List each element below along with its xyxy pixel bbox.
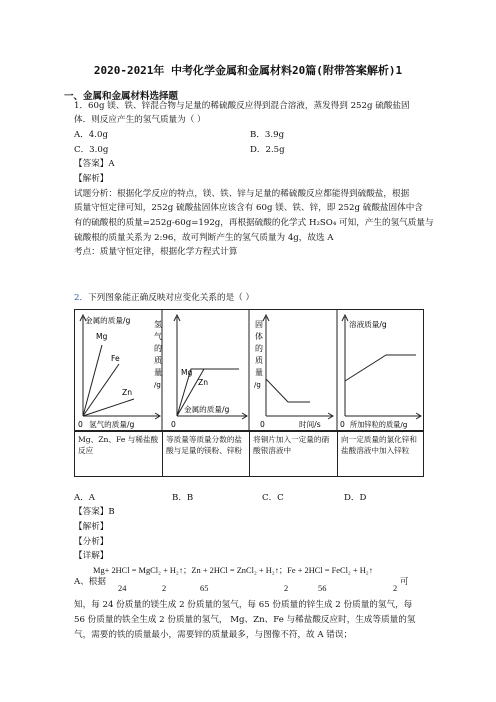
q1-analysis-line4: 硫酸根的质量关系为 2:96，故可判断产生的氢气质量为 4g，故选 A bbox=[74, 233, 334, 243]
graph-b-xlabel: 金属的质量/g bbox=[184, 405, 230, 414]
q2-mass-zn: 65 bbox=[200, 584, 209, 593]
graph-a-line-zn: Zn bbox=[122, 388, 133, 397]
q1-option-b: B．3.9g bbox=[250, 130, 285, 140]
q1-option-d: D．2.5g bbox=[250, 145, 285, 155]
q2-description-table bbox=[74, 431, 424, 477]
graph-c-ylabel-5: 量 bbox=[255, 368, 263, 377]
graph-c-xlabel: 时间/s bbox=[299, 420, 321, 429]
graph-d-xlabel: 所加锌粒的质量/g bbox=[350, 420, 408, 429]
table-cell: 等质量等质量分数的盐酸与足量的镁粉、锌粉 bbox=[163, 432, 250, 477]
q1-stem-line1: 1．60g 镁、铁、锌混合物与足量的稀硫酸反应得到混合溶液，蒸发得到 252g 硫酸盐固 bbox=[74, 101, 410, 111]
graph-a-xlabel: 氢气的质量/g bbox=[89, 420, 135, 429]
graph-b-ylabel-4: 质 bbox=[154, 356, 162, 365]
table-cell: Mg、Zn、Fe 与稀盐酸反应 bbox=[75, 432, 163, 477]
q1-answer: 【答案】A bbox=[74, 159, 115, 169]
q1-analysis-label: 【解析】 bbox=[74, 174, 109, 184]
graph-a-origin: 0 bbox=[78, 420, 83, 429]
q2-option-c: C．C bbox=[262, 493, 284, 503]
graph-c bbox=[254, 315, 333, 429]
q2-mass-h2-3: 2 bbox=[393, 584, 398, 593]
q2-explain-line3: 气，需要的铁的质量最小，需要锌的质量最多，与图像不符，故 A 错误； bbox=[74, 630, 353, 640]
graph-b-ylabel-1: 氢 bbox=[154, 320, 162, 329]
page-title: 2020-2021年 中考化学金属和金属材料20篇(附带答案解析)1 bbox=[93, 64, 403, 77]
graph-d-origin: 0 bbox=[340, 420, 345, 429]
graph-a-line-fe: Fe bbox=[111, 354, 120, 363]
graph-b-ylabel-3: 的 bbox=[154, 344, 162, 353]
graph-b-origin: 0 bbox=[171, 420, 176, 429]
q2-answer: 【答案】B bbox=[74, 507, 115, 517]
q2-option-a: A．A bbox=[74, 493, 96, 503]
graph-b-ylabel-6: /g bbox=[154, 381, 161, 389]
graph-c-ylabel-4: 质 bbox=[255, 356, 263, 365]
graph-c-ylabel-3: 的 bbox=[255, 344, 263, 353]
q2-analysis-label: 【解析】 bbox=[74, 522, 109, 532]
graph-d-ylabel: 溶液质量/g bbox=[349, 320, 387, 329]
graph-c-origin: 0 bbox=[260, 420, 265, 429]
q2-mass-fe: 56 bbox=[318, 584, 327, 593]
q1-analysis-line5: 考点：质量守恒定律，根据化学方程式计算 bbox=[74, 247, 238, 257]
q2-mass-mg: 24 bbox=[118, 584, 127, 593]
table-row bbox=[75, 432, 424, 477]
graph-c-ylabel-6: /g bbox=[254, 381, 261, 389]
q2-option-d: D．D bbox=[344, 493, 367, 503]
q2-mass-h2-1: 2 bbox=[162, 584, 167, 593]
q1-option-a: A．4.0g bbox=[74, 130, 108, 140]
table-cell: 向一定质量的氯化锌和盐酸溶液中加入锌粒 bbox=[338, 432, 424, 477]
graph-a-line-mg: Mg bbox=[96, 332, 108, 341]
q1-analysis-line2: 质量守恒定律可知，252g 硫酸盐固体应该含有 60g 镁、铁、锌，即 252g 硫酸盐固体中含 bbox=[74, 203, 423, 213]
graph-c-ylabel-1: 固 bbox=[255, 320, 263, 329]
q2-explain-line2: 56 份质量的铁全生成 2 份质量的氢气， Mg、Zn、Fe 与稀盐酸反应时，生成等质量的氢 bbox=[74, 615, 416, 625]
graph-b-line-zn: Zn bbox=[198, 378, 209, 387]
q2-mass-h2-2: 2 bbox=[284, 584, 289, 593]
graph-b-ylabel-5: 量 bbox=[154, 368, 162, 377]
graph-d bbox=[340, 315, 421, 429]
q2-eq-prefix: A、根据 bbox=[74, 577, 106, 587]
graph-b-line-mg: Mg bbox=[181, 368, 193, 377]
q2-fenxi-label: 【分析】 bbox=[74, 537, 109, 547]
table-cell: 将铜片加入一定量的硝酸银溶液中 bbox=[250, 432, 338, 477]
graph-b-ylabel-2: 气 bbox=[154, 332, 162, 341]
q2-stem: 2．下列图象能正确反映对应变化关系的是（ ） bbox=[74, 293, 255, 303]
q1-analysis-line1: 试题分析：根据化学反应的特点，镁、铁、锌与足量的稀硫酸反应都能得到硫酸盐，根据 bbox=[74, 189, 410, 199]
q2-equations: Mg+ 2HCl = MgCl₂ + H₂↑；Zn + 2HCl = ZnCl₂ + H₂↑；Fe + 2HCl = FeCl₂ + H₂↑ bbox=[93, 566, 373, 575]
q2-xiangjie-label: 【详解】 bbox=[74, 551, 109, 561]
section-heading: 一、金属和金属材料选择题 bbox=[64, 91, 179, 102]
graph-a-ylabel: 金属的质量/g bbox=[85, 316, 131, 325]
q2-graphs bbox=[74, 309, 424, 431]
graph-a bbox=[78, 315, 160, 429]
q1-stem-line2: 体．则反应产生的氢气质量为（ ） bbox=[74, 115, 206, 125]
q2-explain-line1: 知，每 24 份质量的镁生成 2 份质量的氢气，每 65 份质量的锌生成 2 份质量的氢气，每 bbox=[74, 600, 413, 610]
q1-analysis-line3: 有的硫酸根的质量=252g-60g=192g，再根据硫酸的化学式 H₂SO₄ 可知，产生的氢气质量与 bbox=[74, 218, 434, 228]
graph-b bbox=[154, 315, 247, 429]
q2-eq-suffix: 可 bbox=[400, 577, 409, 587]
graph-c-ylabel-2: 体 bbox=[255, 332, 263, 341]
q2-option-b: B．B bbox=[172, 493, 194, 503]
q1-option-c: C．3.0g bbox=[74, 145, 109, 155]
